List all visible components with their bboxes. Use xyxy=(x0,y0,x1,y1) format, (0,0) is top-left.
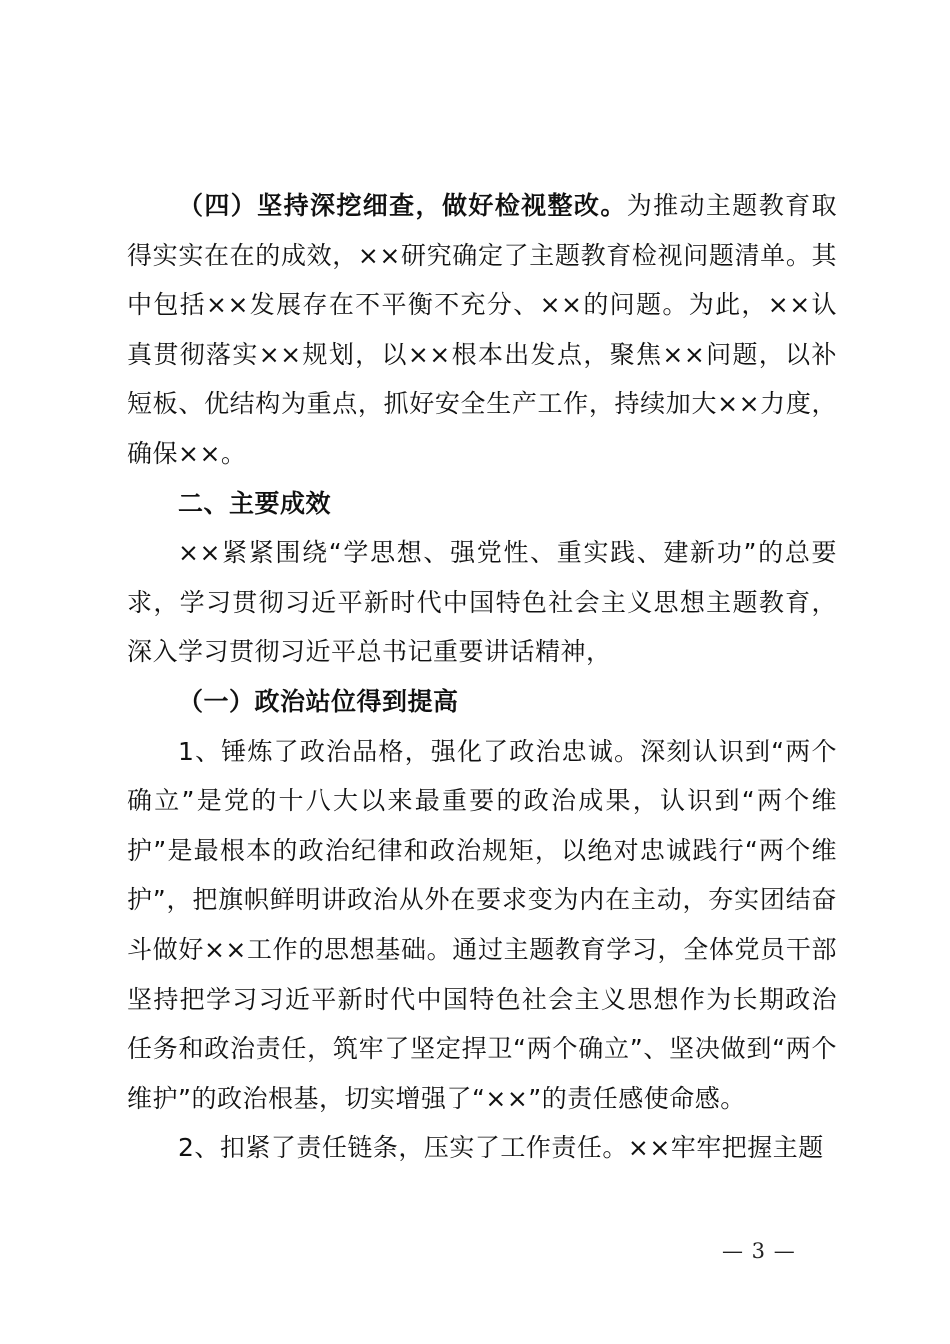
subsection-one-title: （一）政治站位得到提高 xyxy=(178,686,459,716)
part-two-title: 二、主要成效 xyxy=(178,488,332,518)
page-number: — 3 — xyxy=(722,1239,796,1263)
subsection-one-item2: 2、扣紧了责任链条，压实了工作责任。××牢牢把握主题 xyxy=(178,1133,824,1163)
section-four-text: 为推动主题教育取得实实在在的成效，××研究确定了主题教育检视问题清单。其中包括××发展存在不平衡不充分、××的问题。为此，××认真贯彻落实××规划，以××根本出发点，聚焦××问题，以补短板、优结构为重点，抓好安全生产工作，持续加大××力度，确保××。 xyxy=(127,191,837,468)
paragraph-section-four xyxy=(127,181,837,479)
document-body xyxy=(127,181,837,1173)
subsection-one-item1: 1、锤炼了政治品格，强化了政治忠诚。深刻认识到“两个确立”是党的十八大以来最重要的政治成果，认识到“两个维护”是最根本的政治纪律和政治规矩，以绝对忠诚践行“两个维护”，把旗帜鲜明讲政治从外在要求变为内在主动，夯实团结奋斗做好××工作的思想基础。通过主题教育学习，全体党员干部坚持把学习习近平新时代中国特色社会主义思想作为长期政治任务和政治责任，筑牢了坚定捍卫“两个确立”、坚决做到“两个维护”的政治根基，切实增强了“××”的责任感使命感。 xyxy=(127,736,837,1113)
part-two-intro: ××紧紧围绕“学思想、强党性、重实践、建新功”的总要求，学习贯彻习近平新时代中国特色社会主义思想主题教育，深入学习贯彻习近平总书记重要讲话精神， xyxy=(127,538,837,667)
section-four-heading: （四）坚持深挖细查，做好检视整改。 xyxy=(178,191,627,220)
